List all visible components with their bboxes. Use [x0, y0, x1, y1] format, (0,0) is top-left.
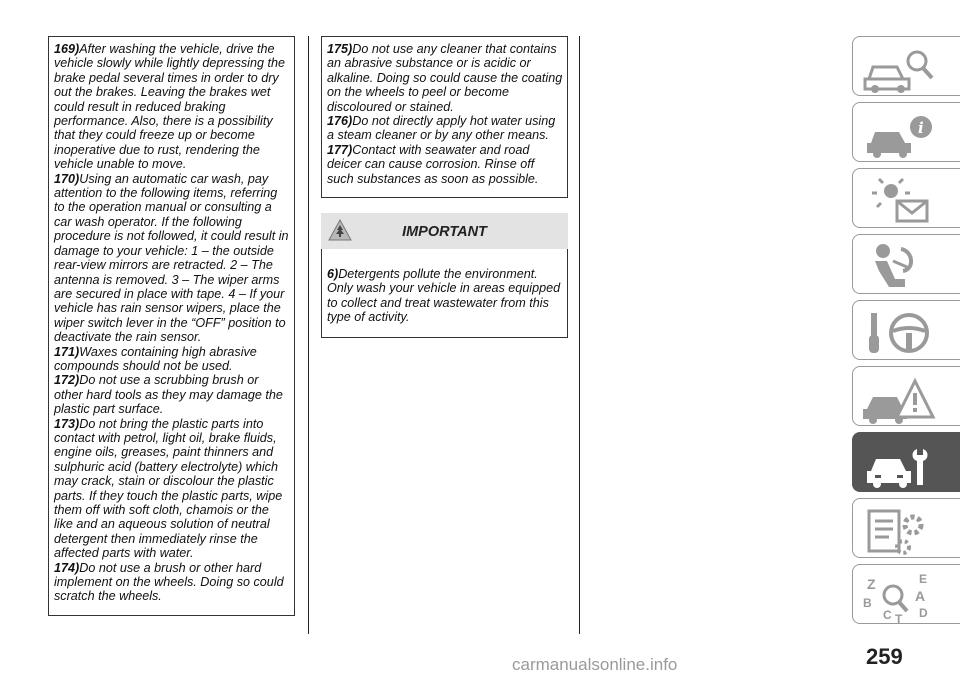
watermark-text: carmanualsonline.info — [512, 655, 678, 674]
note-item — [54, 172, 290, 345]
tab-index[interactable] — [852, 564, 960, 624]
note-text: Using an automatic car wash, pay attention to the following items, referring to the operation manual or consulting a car wash operator. If the following procedure is not followed, it could result in damage to your vehicle: 1 – the outside rear-view mirrors are retracted. 2 – The antenna is removed. 3 – The wiper arms are secured in place with tape. 4 – If your vehicle has rain sensor wipers, place the wiper switch lever in the “OFF” position to deactivate the rain sensor. — [54, 171, 289, 345]
car-warning-triangle-icon — [857, 369, 941, 425]
note-number: 171) — [54, 344, 80, 359]
svg-text:D: D — [919, 606, 928, 620]
note-number: 175) — [327, 42, 353, 56]
svg-text:i: i — [918, 119, 924, 137]
note-item — [327, 143, 563, 186]
important-number: 6) — [327, 267, 339, 281]
note-number: 176) — [327, 114, 353, 129]
note-number: 170) — [54, 171, 80, 186]
page-number: 259 — [866, 644, 903, 669]
column-divider-left — [308, 36, 309, 634]
note-text: After washing the vehicle, drive the vehicle slowly while lightly depressing the brake pedal several times in order to dry out the brakes. Leaving the brakes wet could result in reduced braking performance. Also, there is a possibility that they could freeze up or become inoperative due to rust, rendering the vehicle unable to move. — [54, 42, 285, 172]
notes-box-right — [321, 36, 568, 198]
note-number: 174) — [54, 560, 80, 575]
tab-driving[interactable] — [852, 300, 960, 360]
important-box — [321, 249, 568, 338]
note-item — [54, 42, 290, 172]
note-number: 173) — [54, 416, 80, 431]
tab-warning-lights[interactable] — [852, 168, 960, 228]
note-item — [54, 561, 290, 604]
svg-text:C: C — [883, 608, 892, 622]
key-steering-wheel-icon — [857, 303, 941, 359]
note-text: Contact with seawater and road deicer can cause corrosion. Rinse off such substances as soon as possible. — [327, 142, 539, 186]
car-wrench-icon — [857, 435, 941, 491]
tab-maintenance[interactable] — [852, 432, 960, 492]
note-text: Do not bring the plastic parts into contact with petrol, light oil, brake fluids, engine oils, greases, paint thinners and sulphuric acid (battery electrolyte) which may crack, stain or discolour the plastic parts. If they touch the plastic parts, wipe them off with soft cloth, chamois or the like and an aqueous solution of neutral detergent then immediately rinse the affected parts with water. — [54, 416, 283, 561]
list-gears-icon — [857, 501, 941, 557]
note-text: Do not use a scrubbing brush or other hard tools as they may damage the plastic part surface. — [54, 373, 283, 417]
note-item — [54, 417, 290, 561]
tab-car-info[interactable] — [852, 102, 960, 162]
seat-airbag-icon — [857, 237, 941, 293]
important-title: IMPORTANT — [402, 224, 487, 240]
column-divider-right — [579, 36, 580, 634]
important-header — [321, 213, 568, 249]
important-text: Detergents pollute the environment. Only wash your vehicle in areas equipped to collect and treat wastewater from this type of activity. — [327, 267, 561, 325]
note-number: 172) — [54, 373, 80, 388]
tab-safety[interactable] — [852, 234, 960, 294]
note-number: 169) — [54, 42, 80, 56]
note-number: 177) — [327, 142, 353, 157]
warning-light-message-icon — [857, 171, 941, 227]
tab-car-search[interactable] — [852, 36, 960, 96]
note-item — [327, 42, 563, 114]
note-text: Do not directly apply hot water using a steam cleaner or by any other means. — [327, 114, 556, 143]
note-text: Do not use a brush or other hard implement on the wheels. Doing so could scratch the wheels. — [54, 560, 284, 604]
svg-text:Z: Z — [867, 576, 876, 592]
svg-text:E: E — [919, 572, 928, 586]
note-text: Do not use any cleaner that contains an abrasive substance or is acidic or alkaline. Doing so could cause the coating on the wheels to peel or become discoloured or stained. — [327, 42, 563, 114]
car-info-icon — [857, 105, 941, 161]
tab-emergency[interactable] — [852, 366, 960, 426]
svg-text:B: B — [863, 596, 872, 610]
tab-technical-data[interactable] — [852, 498, 960, 558]
alphabet-search-icon — [857, 567, 941, 623]
note-text: Waxes containing high abrasive compounds should not be used. — [54, 344, 257, 373]
notes-box-left — [48, 36, 295, 616]
note-item — [54, 373, 290, 416]
car-magnifier-icon — [857, 39, 941, 95]
note-item — [327, 114, 563, 143]
note-item — [54, 345, 290, 374]
svg-text:A: A — [915, 588, 926, 604]
svg-text:T: T — [895, 612, 903, 623]
